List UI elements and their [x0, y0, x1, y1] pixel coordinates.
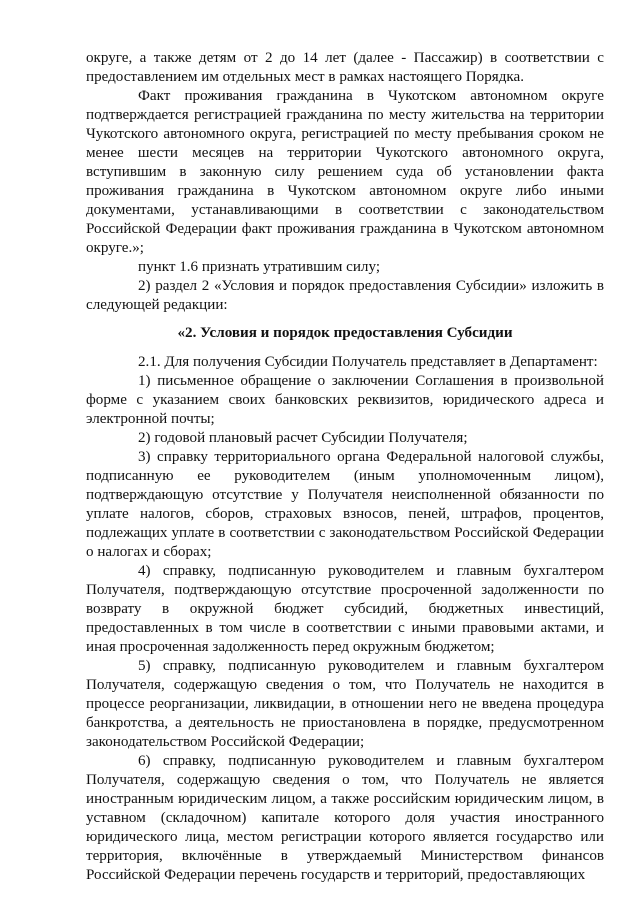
section-heading: «2. Условия и порядок предоставления Субсидии [177, 325, 513, 341]
document-page [86, 49, 604, 885]
list-item-1: 1) письменное обращение о заключении Соглашения в произвольной форме с указанием своих банковских реквизитов, юридического адреса и электронной почты; [86, 373, 604, 427]
list-item-5: 5) справку, подписанную руководителем и главным бухгалтером Получателя, содержащую сведения о том, что Получатель не находится в процессе реорганизации, ликвидации, в отношении него не введена процедура банкротства, а деятельность не приостановлена в порядке, предусмотренном законодательством Российской Федерации; [86, 658, 604, 750]
list-item-6: 6) справку, подписанную руководителем и главным бухгалтером Получателя, содержащую сведения о том, что Получатель не является иностранным юридическим лицом, а также российским юридическим лицом, в уставном (складочном) капитале которого доля участия иностранного юридического лица, местом регистрации которого является государство или территория, включённые в утверждаемый Министерством финансов Российской Федерации перечень государств и территорий, предоставляющих [86, 753, 604, 883]
paragraph-2-1: 2.1. Для получения Субсидии Получатель представляет в Департамент: [138, 354, 598, 370]
list-item-2: 2) годовой плановый расчет Субсидии Получателя; [138, 430, 468, 446]
paragraph-continuation: округе, а также детям от 2 до 14 лет (далее - Пассажир) в соответствии с предоставлением им отдельных мест в рамках настоящего Порядка. [86, 50, 604, 85]
list-item-3: 3) справку территориального органа Федеральной налоговой службы, подписанную ее руководителем (иным уполномоченным лицом), подтверждающую отсутствие у Получателя неисполненной обязанности по уплате налогов, сборов, страховых взносов, пеней, штрафов, процентов, подлежащих уплате в соответствии с законодательством Российской Федерации о налогах и сборах; [86, 449, 604, 560]
paragraph-item-1-6: пункт 1.6 признать утратившим силу; [138, 259, 381, 275]
list-item-4: 4) справку, подписанную руководителем и главным бухгалтером Получателя, подтверждающую отсутствие просроченной задолженности по возврату в окружной бюджет субсидий, бюджетных инвестиций, предоставленных в том числе в соответствии с иными правовыми актами, и иная просроченная задолженность перед окружным бюджетом; [86, 563, 604, 655]
paragraph-section-2-amendment: 2) раздел 2 «Условия и порядок предоставления Субсидии» изложить в следующей редакции: [86, 278, 604, 313]
paragraph-residence-fact: Факт проживания гражданина в Чукотском автономном округе подтверждается регистрацией гражданина по месту жительства на территории Чукотского автономного округа, регистрацией по месту пребывания сроком не менее шести месяцев на территории Чукотского автономного округа, вступившим в законную силу решением суда об установлении факта проживания гражданина в Чукотском автономном округе либо иными документами, устанавливающими в соответствии с законодательством Российской Федерации факт проживания гражданина в Чукотском автономном округе.»; [86, 88, 604, 256]
